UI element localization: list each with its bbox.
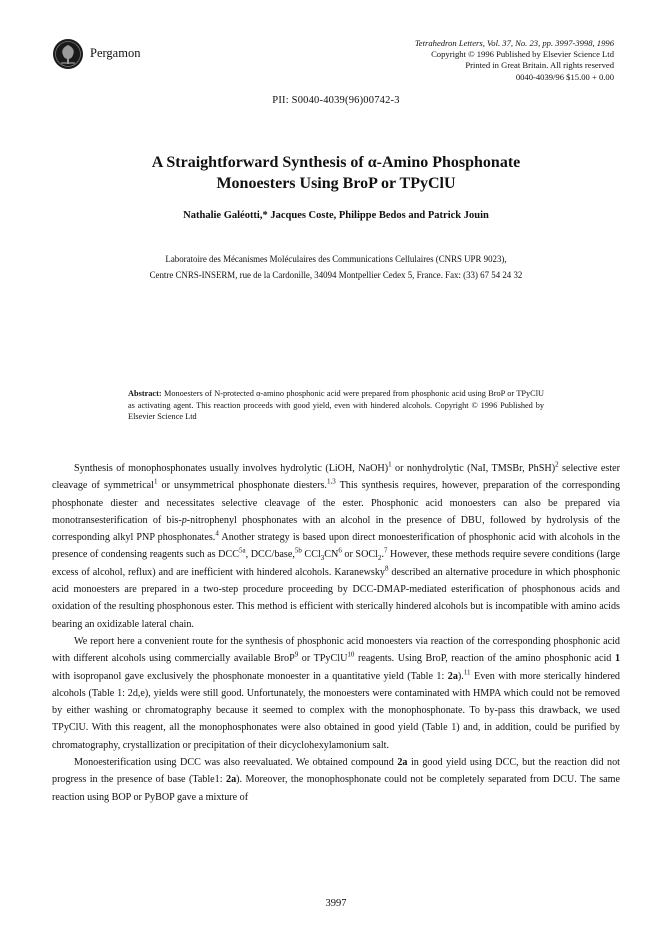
reference-mark: 5a — [238, 547, 246, 556]
abstract-label: Abstract: — [128, 389, 162, 398]
reference-mark: 11 — [463, 668, 471, 677]
journal-info — [415, 38, 614, 83]
reference-mark: 6 — [338, 547, 342, 556]
abstract-text: Monoesters of N-protected α-amino phosphonic acid were prepared from phosphonic acid using BroP or TPyClU as activating agent. This reaction proceeds with good yield, even with hindered alcohols. Copyright © 1996 Published by Elsevier Science Ltd — [128, 389, 545, 422]
reference-mark: 5b — [294, 547, 302, 556]
reference-mark: 7 — [383, 547, 388, 556]
printed-line: Printed in Great Britain. All rights reserved — [465, 60, 614, 71]
copyright-line: Copyright © 1996 Published by Elsevier Science Ltd — [431, 49, 614, 60]
reference-mark: 10 — [347, 650, 355, 659]
journal-citation: Tetrahedron Letters, Vol. 37, No. 23, pp. 3997-3998, 1996 — [414, 38, 614, 48]
title-line-1: A Straightforward Synthesis of α-Amino Phosphonate — [151, 154, 521, 171]
reference-mark: 1 — [388, 460, 392, 469]
title-line-2: Monoesters Using BroP or TPyClU — [216, 175, 456, 192]
affiliation-line-1: Laboratoire des Mécanismes Moléculaires des Communications Cellulaires (CNRS UPR 9023), — [165, 254, 507, 264]
elsevier-tree-seal-icon — [52, 38, 84, 70]
reference-mark: 9 — [294, 650, 299, 659]
paragraph-1: Synthesis of monophosphonates usually involves hydrolytic (LiOH, NaOH)$^1$ or nonhydrolytic (NaI, TMSBr, PhSH)$^2$ selective ester cleavage of symmetrical$^1$ or unsymmetrical phosphonate diesters.$^{1,3}$ This synthesis requires, however, preparation of the corresponding phosphonate diester and necessitates selective cleavage of the ester. Phosphonic acid monoesters can also be prepared via monotransesterification of bis-p-nitrophenyl phosphonates with an alcohol in the presence of DBU, followed by hydrolysis of the corresponding alkyl PNP phosphonates.$^4$ Another strategy is based upon direct monoesterification of phosphonic acid with alcohols in the presence of condensing reagents such as $DCC^{5a}$, DCC/base,$^{5b}$ $CCl_3CN^6$ or SOCl$_2$.$^7$ However, these methods require severe conditions (large excess of alcohol, reflux) and are inefficient with hindered alcohols. Karanewsky$^8$ described an alternative procedure in which phosphonic acid monoesters are prepared in a two-step procedure proceeding by DCC-DMAP-mediated esterification of phosphonous acids and oxidation of the resulting phosphonous ester. This method is efficient with sterically hindered alcohols but is incompatible with amino acids bearing an oxidizable lateral chain. — [52, 460, 621, 630]
body-text — [52, 460, 620, 806]
affiliation-line-2: Centre CNRS-INSERM, rue de la Cardonille, 34094 Montpellier Cedex 5, France. Fax: (33) 67 54 24 32 — [149, 270, 523, 280]
publisher-name: Pergamon — [90, 46, 141, 60]
reference-mark: 1,3 — [326, 477, 336, 486]
affiliation — [0, 251, 672, 283]
reference-mark: 4 — [215, 529, 219, 538]
pii-identifier: PII: S0040-4039(96)00742-3 — [272, 95, 400, 106]
price-line: 0040-4039/96 $15.00 + 0.00 — [515, 71, 614, 82]
abstract — [128, 388, 544, 423]
paragraph-3: Monoesterification using DCC was also reevaluated. We obtained compound 2a in good yield using DCC, but the reaction did not progress in the presence of base (Table1: 2a). Moreover, the monophosphonate could not be completely separated from DCU. The same reaction using BOP or PyBOP gave a mixture of — [52, 757, 620, 803]
paragraph-2: We report here a convenient route for the synthesis of phosphonic acid monoesters via reaction of the corresponding phosphonic acid with different alcohols using commercially available BroP$^9$ or TPyClU$^{10}$ reagents. Using BroP, reaction of the amino phosphonic acid 1 with isopropanol gave exclusively the phosphonate monoester in a quantitative yield (Table 1: 2a).$^{11}$ Even with more sterically hindered alcohols (Table 1: 2d,e), yields were still good. Unfortunately, the monoesters were contaminated with HMPA which could not be removed by either washing or chromatography because it seemed to complex with the monophosphonate. To by-pass this drawback, we used TPyClU. With this reagent, all the monophosphonates were also obtained in good yield (Table 1) and, in addition, could be purified by chromatography, crystallization or precipitation of their dicyclohexylamonium salt. — [52, 635, 620, 751]
reference-mark: 2 — [555, 460, 559, 469]
author-list: Nathalie Galéotti,* Jacques Coste, Philippe Bedos and Patrick Jouin — [183, 210, 489, 221]
page-number: 3997 — [325, 898, 347, 909]
paper-title — [60, 152, 612, 194]
reference-mark: 8 — [384, 564, 389, 573]
reference-mark: 1 — [154, 477, 158, 486]
